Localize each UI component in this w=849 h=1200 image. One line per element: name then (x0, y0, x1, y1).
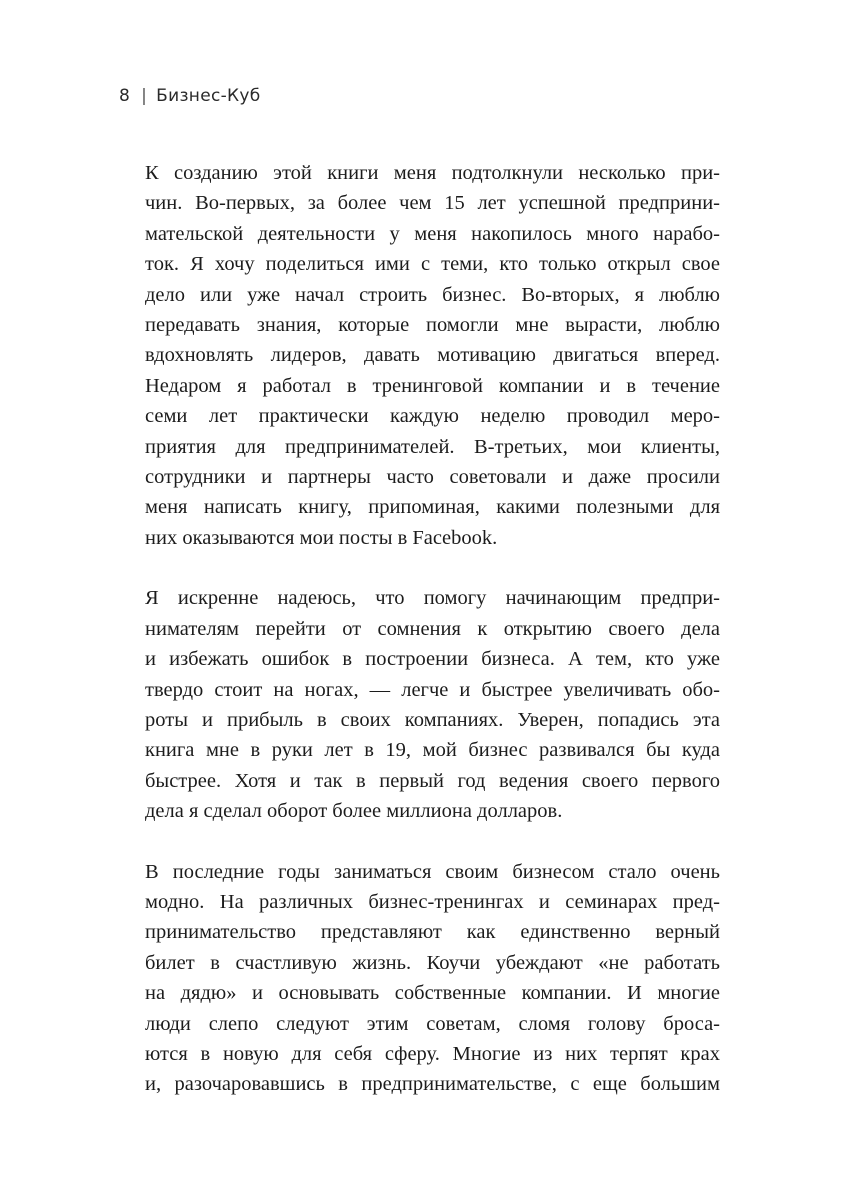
text-line: чин. Во-первых, за более чем 15 лет успешной предприни- (145, 192, 720, 215)
text-line: дело или уже начал строить бизнес. Во-вторых, я люблю (145, 283, 720, 306)
text-line: мательской деятельности у меня накопилось много нарабо- (145, 222, 720, 245)
paragraph (145, 583, 720, 826)
text-line: и избежать ошибок в построении бизнеса. А тем, кто уже (145, 648, 720, 671)
text-line: приятия для предпринимателей. В-третьих, мои клиенты, (145, 435, 720, 458)
book-title: Бизнес-Куб (156, 86, 261, 106)
text-line: книга мне в руки лет в 19, мой бизнес развивался бы куда (145, 739, 720, 762)
text-line: нимателям перейти от сомнения к открытию своего дела (145, 617, 720, 640)
text-line: них оказываются мои посты в Facebook. (145, 526, 498, 549)
paragraph (145, 158, 720, 553)
text-line: роты и прибыль в своих компаниях. Уверен, попадись эта (145, 708, 720, 731)
text-line: В последние годы заниматься своим бизнесом стало очень (145, 860, 720, 883)
text-line: принимательство представляют как единственно верный (145, 921, 720, 944)
text-line: Я искренне надеюсь, что помогу начинающим предпри- (145, 587, 720, 610)
text-line: семи лет практически каждую неделю проводил меро- (145, 405, 720, 428)
paragraph (145, 857, 720, 1100)
text-line: К созданию этой книги меня подтолкнули несколько при- (145, 162, 720, 184)
text-line: Недаром я работал в тренинговой компании и в течение (145, 374, 720, 397)
text-line: ток. Я хочу поделиться ими с теми, кто только открыл свое (145, 253, 720, 276)
text-line: и, разочаровавшись в предпринимательстве, с еще большим (145, 1073, 720, 1096)
text-line: вдохновлять лидеров, давать мотивацию двигаться вперед. (145, 344, 720, 367)
page-number: 8 (119, 86, 131, 106)
text-line: дела я сделал оборот более миллиона долларов. (145, 800, 563, 823)
header-separator: | (141, 86, 148, 106)
text-line: сотрудники и партнеры часто советовали и даже просили (145, 466, 720, 489)
text-line: меня написать книгу, припоминая, какими полезными для (145, 496, 720, 519)
running-head (119, 86, 261, 106)
text-line: передавать знания, которые помогли мне вырасти, люблю (145, 314, 720, 337)
text-line: модно. На различных бизнес-тренингах и семинарах пред- (145, 890, 720, 913)
text-line: билет в счастливую жизнь. Коучи убеждают «не работать (145, 951, 720, 974)
text-line: быстрее. Хотя и так в первый год ведения своего первого (145, 769, 720, 792)
body-text (145, 158, 720, 1130)
text-line: люди слепо следуют этим советам, сломя голову броса- (145, 1012, 720, 1035)
text-line: твердо стоит на ногах, — легче и быстрее увеличивать обо- (145, 678, 720, 701)
text-line: ются в новую для себя сферу. Многие из них терпят крах (145, 1042, 720, 1065)
text-line: на дядю» и основывать собственные компании. И многие (145, 982, 720, 1005)
